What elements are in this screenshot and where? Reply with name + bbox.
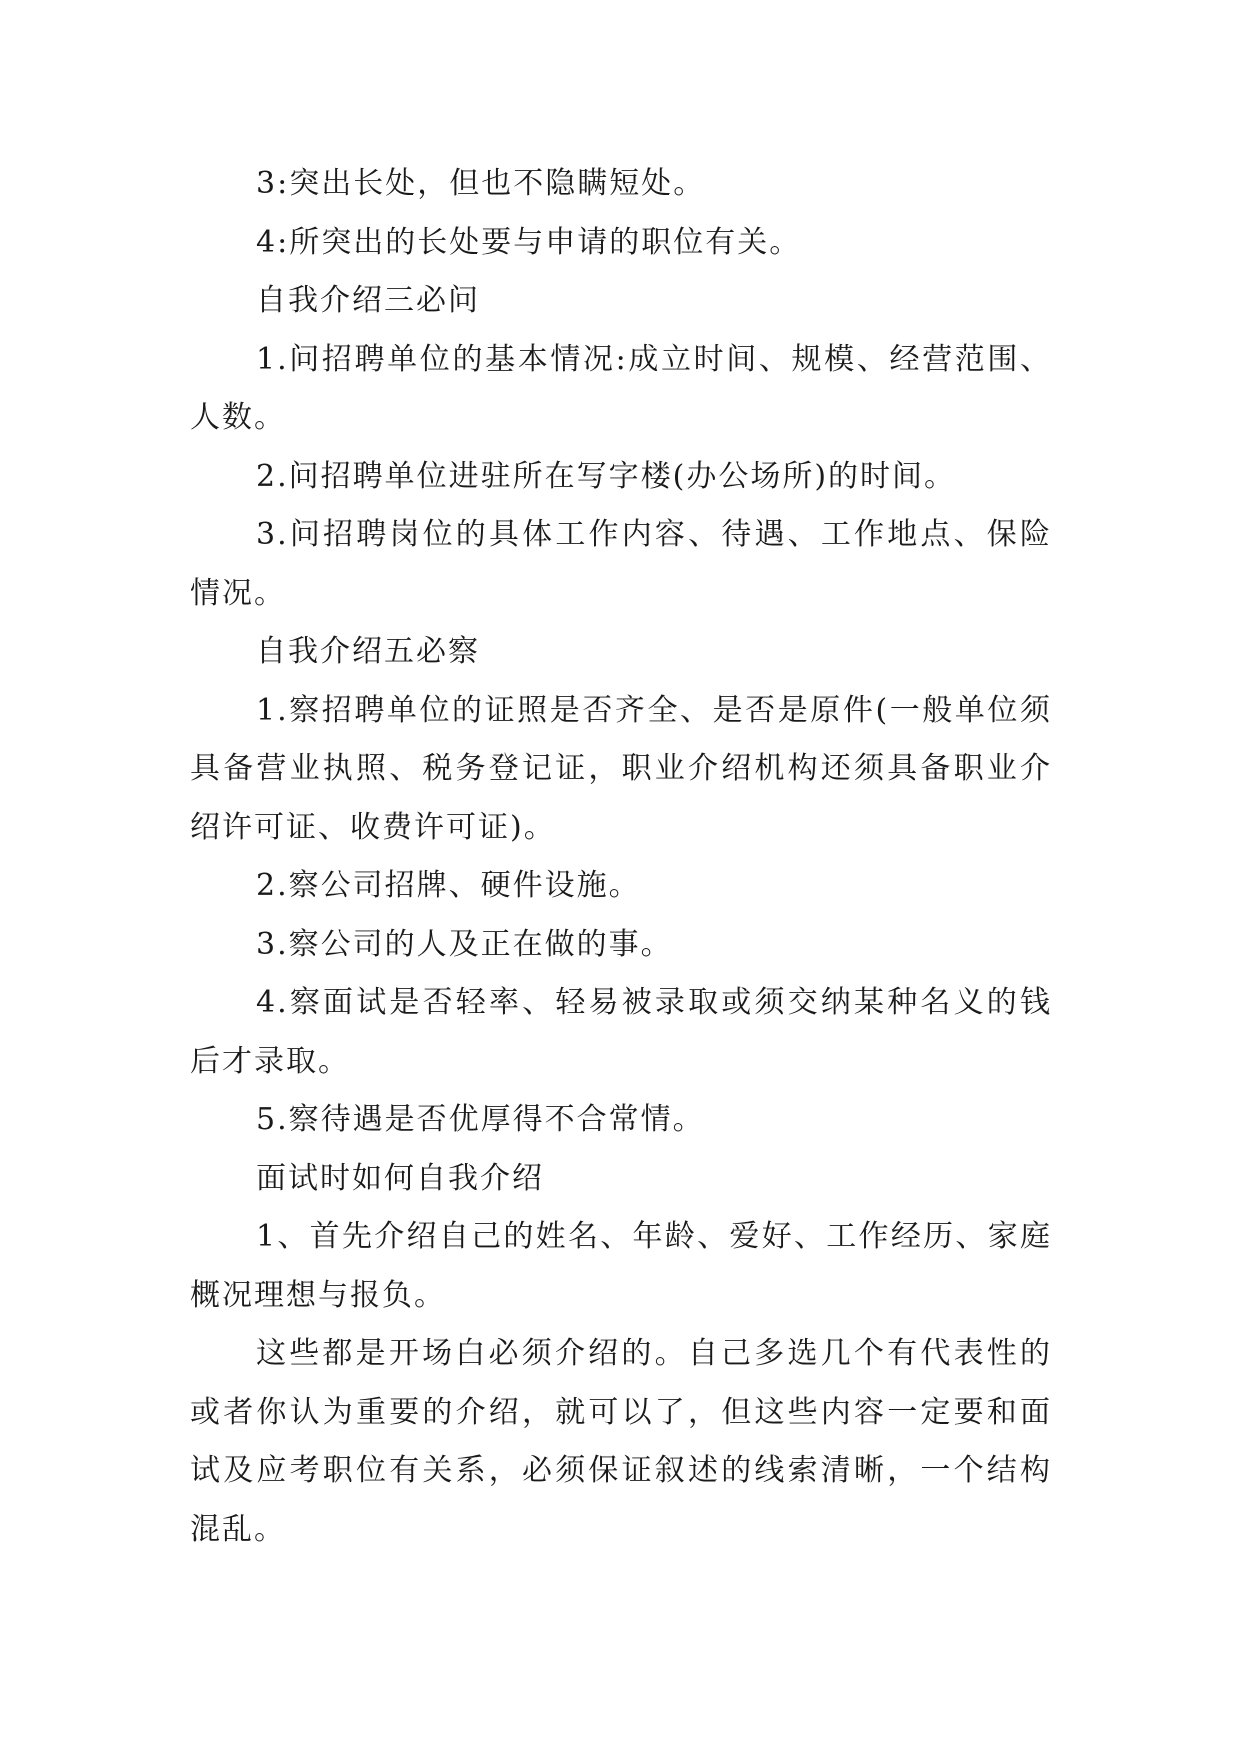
paragraph: 3.问招聘岗位的具体工作内容、待遇、工作地点、保险情况。 [190,517,1052,611]
paragraph: 这些都是开场白必须介绍的。自己多选几个有代表性的或者你认为重要的介绍，就可以了，但这些内容一定要和面试及应考职位有关系，必须保证叙述的线索清晰，一个结构混乱。 [190,1336,1052,1547]
section-heading: 面试时如何自我介绍 [256,1160,544,1196]
paragraph: 3:突出长处，但也不隐瞒短处。 [256,166,706,201]
section-heading: 自我介绍三必问 [256,283,480,318]
paragraph: 2.察公司招牌、硬件设施。 [256,868,641,903]
paragraph: 5.察待遇是否优厚得不合常情。 [256,1102,705,1137]
section-heading: 自我介绍五必察 [256,634,480,669]
document-body [190,155,1052,1559]
paragraph: 4.察面试是否轻率、轻易被录取或须交纳某种名义的钱后才录取。 [190,985,1052,1079]
paragraph: 2.问招聘单位进驻所在写字楼(办公场所)的时间。 [256,458,957,494]
paragraph: 1.问招聘单位的基本情况:成立时间、规模、经营范围、人数。 [190,341,1052,435]
paragraph: 4:所突出的长处要与申请的职位有关。 [256,224,802,260]
paragraph: 3.察公司的人及正在做的事。 [256,926,673,962]
paragraph: 1.察招聘单位的证照是否齐全、是否是原件(一般单位须具备营业执照、税务登记证，职业介绍机构还须具备职业介绍许可证、收费许可证)。 [190,692,1052,845]
paragraph: 1、首先介绍自己的姓名、年龄、爱好、工作经历、家庭概况理想与报负。 [190,1219,1052,1313]
